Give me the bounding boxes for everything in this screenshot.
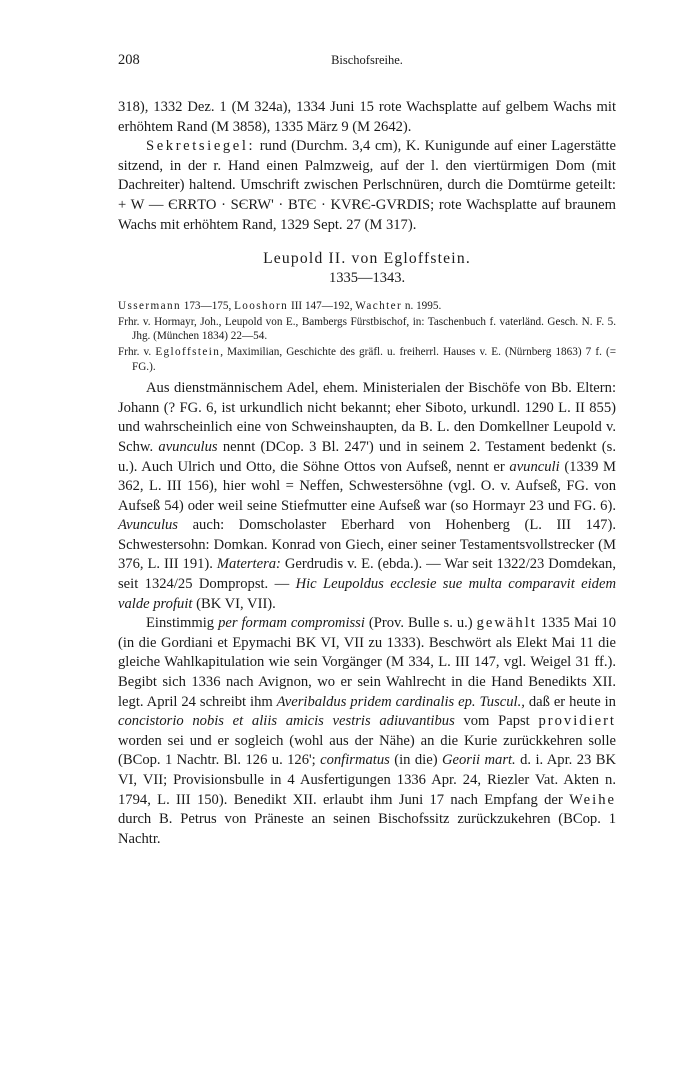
- italic-text: concistorio nobis et aliis amicis vestris adiuvantibus: [118, 713, 455, 730]
- text-run: daß er heute in: [524, 693, 616, 710]
- text-run: n. 1995.: [402, 300, 442, 313]
- paragraph-seal-continued: [118, 98, 616, 137]
- paragraph-secret-seal: [118, 137, 616, 235]
- text-run: rund (Durchm. 3,4 cm), K. Kunigunde auf einer Lagerstätte sitzend, in der r. Hand einen Palmzweig, auf der l. den viertürmigen Dom (mit Dachreiter) haltend. Umschrift zwischen Perlschnüren, durch die Domtürme geteilt: + W — ЄRɌTO · SЄRW' · BTЄ · KVɌЄ-GVɌDIS; rote Wachsplatte auf braunem Wachs mit erhöhtem Rand, 1329 Sept. 27 (M 317).: [118, 138, 616, 233]
- text-run: Frhr. v.: [118, 345, 156, 358]
- text-run: auch: Domscholaster Eberhard von Hohenberg (L. III 147). Schwestersohn: Domkan. Konrad von Giech, einer seiner Testamentsvollstrecker (M 376, L. III 191).: [118, 517, 616, 573]
- author-name: Looshorn: [234, 300, 289, 313]
- italic-text: per formam compromissi: [218, 615, 365, 632]
- text-run: nennt (DCop. 3 Bl. 247') und in seinem 2. Testament bedenkt (s. u.). Auch Ulrich und Otto, die Söhne Ottos von Aufseß, nennt er: [118, 438, 616, 475]
- running-title: Bischofsreihe.: [331, 53, 403, 67]
- italic-text: confirmatus: [320, 752, 390, 769]
- spaced-term: Sekretsiegel:: [146, 138, 256, 155]
- text-run: (BK VI, VII).: [192, 595, 276, 612]
- text-run: III 147—192,: [288, 300, 356, 313]
- author-name: Egloffstein: [155, 345, 221, 358]
- author-name: Ussermann: [118, 300, 181, 313]
- bibliography-entry: [118, 299, 616, 314]
- spaced-term: gewählt: [476, 615, 537, 632]
- text-run: (1339 M 362, L. III 156), hier wohl = Neffen, Schwestersöhne (vgl. O. v. Aufseß, FG. von Aufseß 54) oder weil seine Stiefmutter eine Aufseß war (so Hormayr 23 und FG. 6).: [118, 458, 616, 514]
- page-header: [118, 52, 616, 78]
- text-run: Einstimmig: [146, 615, 219, 632]
- italic-text: Avunculus: [118, 517, 178, 534]
- text-run: 1335 Mai 10 (in die Gordiani et Epymachi BK VI, VII zu 1333). Beschwört als Elekt Mai 11 die gleiche Wahlkapitulation wie sein Vorgänger (M 334, L. III 147, vgl. Weigel 31 ff.). Begibt sich 1336 nach Avignon, wo er sein Wahlrecht in die Hand Benedikts XII. legt. April 24 schreibt ihm: [118, 615, 616, 710]
- text-run: Aus dienstmännischem Adel, ehem. Ministerialen der Bischöfe von Bb. Eltern: Johann (? FG. 6, ist urkundlich nicht bekannt; eher Siboto, urkundl. 1290 L. II 855) und wahrscheinlich eine von Schweinshaupten, da B. L. den Domkellner Leupold v. Schw.: [118, 380, 616, 455]
- text-run: 173—175,: [180, 300, 235, 313]
- bibliography-entry: Frhr. v. Hormayr, Joh., Leupold von E., Bambergs Fürstbischof, in: Taschenbuch f. vaterländ. Gesch. N. F. 5. Jhg. (München 1834) 22—54.: [118, 315, 616, 343]
- text-run: vom Papst: [454, 713, 539, 730]
- text-run: (Prov. Bulle s. u.): [364, 615, 477, 632]
- paragraph-origin: [118, 379, 616, 614]
- italic-text: Averibaldus pridem cardinalis ep. Tuscul.,: [276, 693, 525, 710]
- paragraph-election: [118, 614, 616, 849]
- bibliography: [118, 299, 616, 374]
- text-run: worden sei und er sogleich (wohl aus der Nähe) an die Kurie zurückkehren solle (BCop. 1 Nachtr. Bl. 126 u. 126';: [118, 732, 616, 769]
- section-years: 1335—1343.: [328, 270, 406, 287]
- page-number: 208: [118, 52, 140, 68]
- text-run: (in die): [389, 752, 442, 769]
- spaced-term: Weihe: [569, 791, 616, 808]
- author-name: Wachter: [355, 300, 403, 313]
- text-run: durch B. Petrus von Präneste an seinen Bischofssitz zurückzukehren (BCop. 1 Nachtr.: [118, 811, 616, 847]
- italic-text: avunculus: [158, 438, 218, 455]
- italic-text: Georii mart.: [441, 752, 516, 769]
- text-run: , Maximilian, Geschichte des gräfl. u. freiherrl. Hauses v. E. (Nürnberg 1863) 7 f. (= FG.).: [132, 345, 617, 373]
- italic-text: avunculi: [509, 458, 560, 475]
- text-run: Gerdrudis v. E. (ebda.). — War seit 1322/23 Domdekan, seit 1324/25 Dompropst. —: [118, 556, 616, 593]
- section-heading: Leupold II. von Egloffstein.: [263, 250, 471, 268]
- bibliography-entry: [118, 345, 616, 374]
- text-run: d. i. Apr. 23 BK VI, VII; Provisionsbulle in 4 Ausfertigungen 1336 Apr. 24, Riezler Vat. Akten n. 1794, L. III 150). Benedikt XII. erlaubt ihm Juni 17 nach Empfang der: [118, 752, 616, 808]
- text-run: 318), 1332 Dez. 1 (M 324a), 1334 Juni 15 rote Wachsplatte auf gelbem Wachs mit erhöhtem Rand (M 3858), 1335 März 9 (M 2642).: [118, 99, 616, 135]
- spaced-term: providiert: [538, 713, 616, 730]
- italic-text: Matertera:: [216, 556, 281, 573]
- italic-text: Hic Leupoldus ecclesie sue multa comparavit eidem valde profuit: [118, 576, 616, 612]
